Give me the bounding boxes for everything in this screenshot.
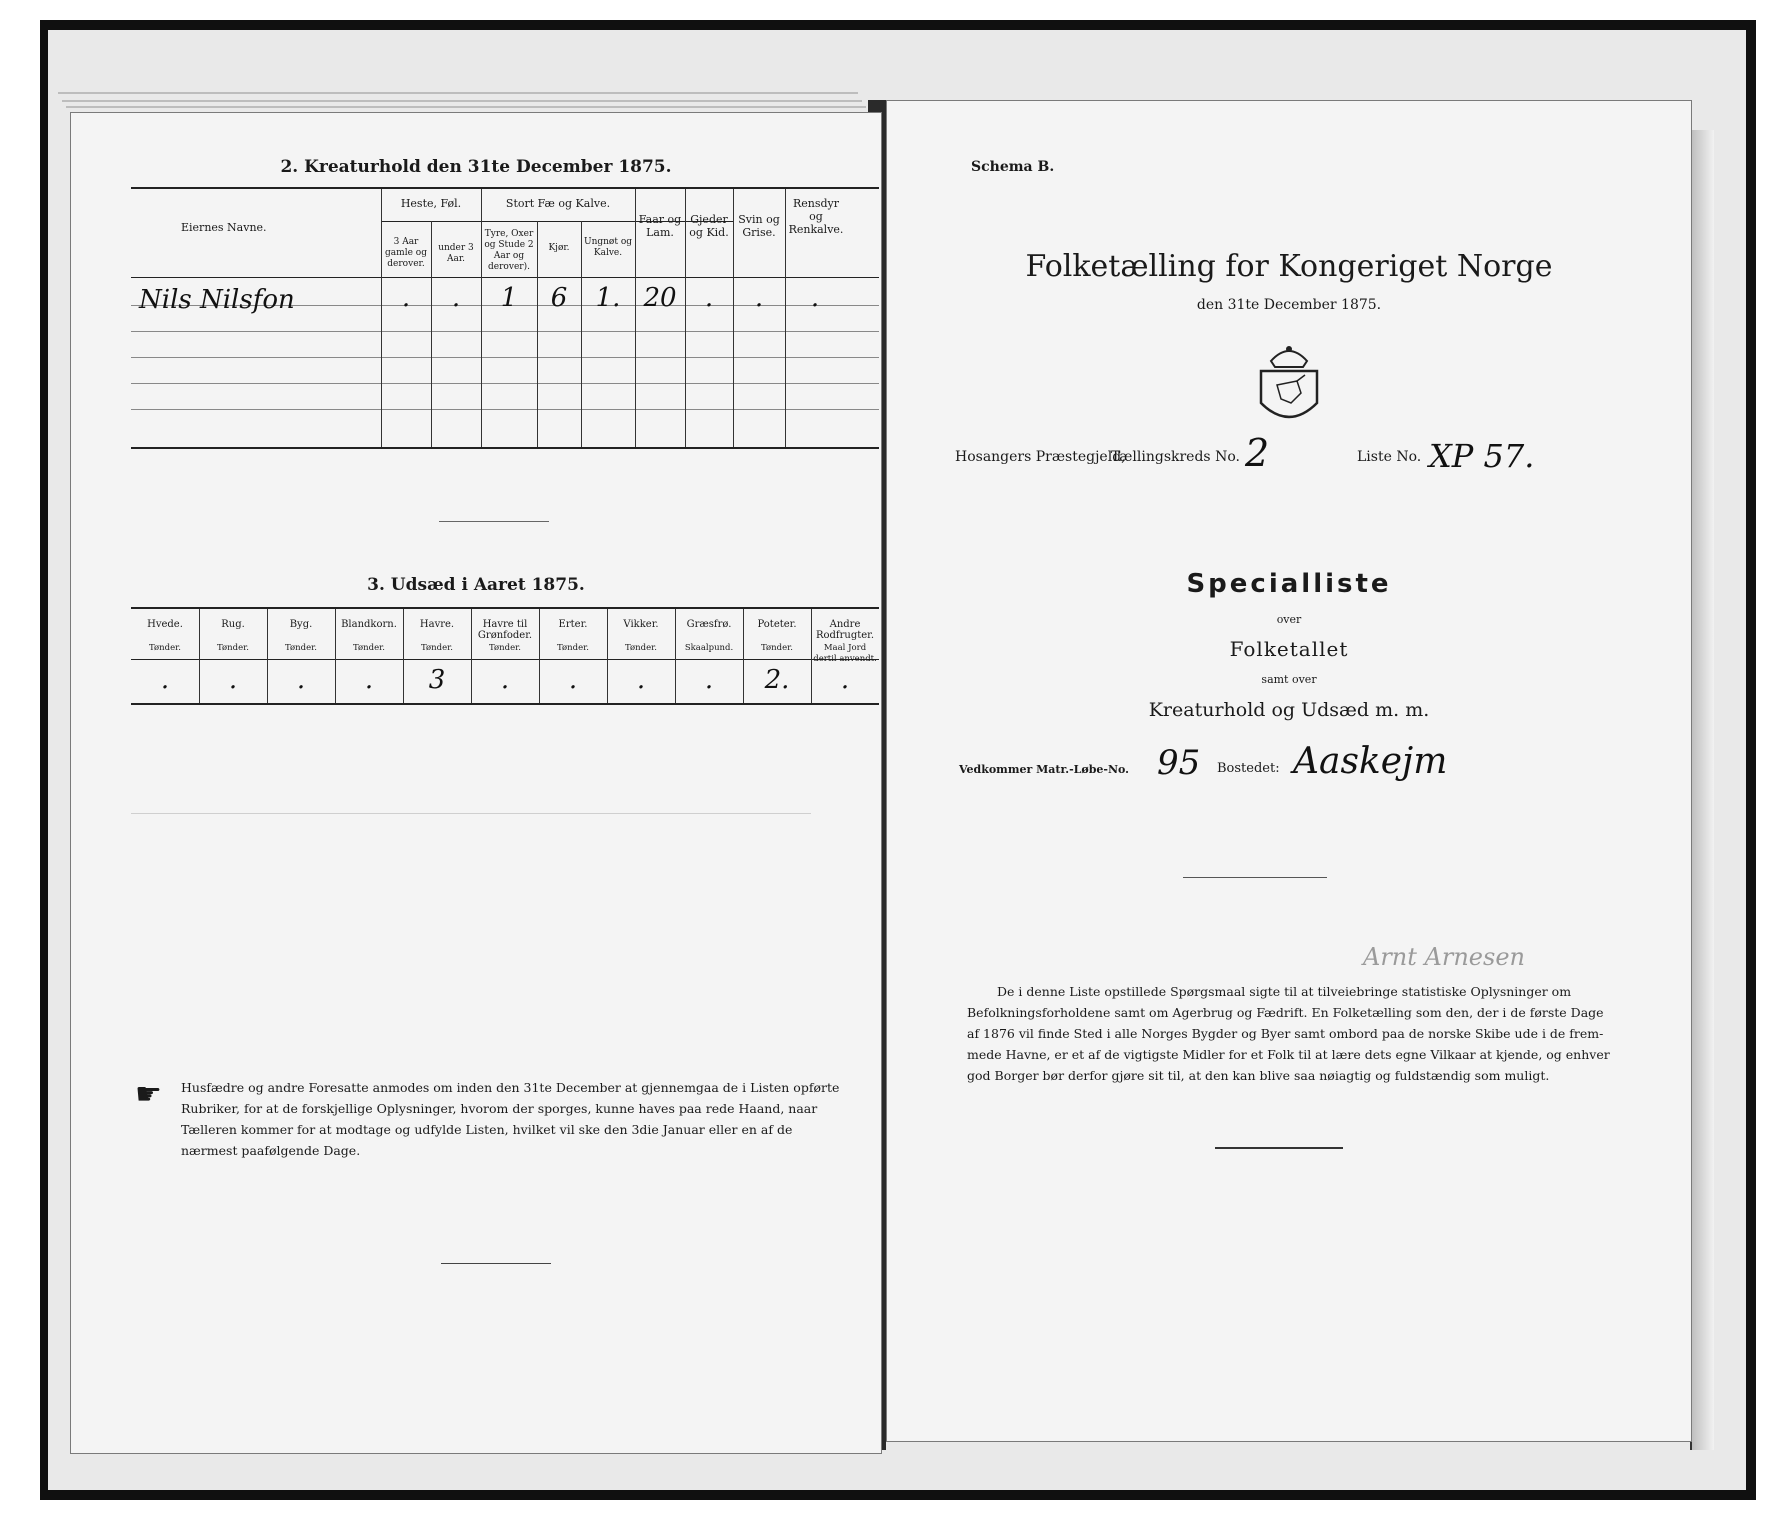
seed-header-unit: Maal Jord dertil anvendt. <box>813 643 877 664</box>
notice-line: Husfædre og andre Foresatte anmodes om inden den 31te December at gjennemgaa de i Listen opførte <box>181 1080 840 1095</box>
notice-line: Tælleren kommer for at modtage og udfylde Listen, hvilket vil ske den 3die Januar eller en af de <box>181 1122 793 1137</box>
col-divider <box>381 189 382 447</box>
table-rule <box>131 383 879 384</box>
seed-header-name: Havre til Grønfoder. <box>477 619 533 641</box>
page-edge <box>66 106 866 108</box>
seed-header-unit: Tønder. <box>149 643 181 653</box>
seed-header-name: Poteter. <box>757 619 797 630</box>
seed-header-name: Byg. <box>289 619 313 630</box>
district-value: 2 <box>1245 431 1270 475</box>
value-sheep: 20 <box>643 283 677 313</box>
page-edge <box>62 100 862 102</box>
col-divider <box>481 189 482 447</box>
list-value: XP 57. <box>1429 437 1535 475</box>
seed-header-unit: Tønder. <box>353 643 385 653</box>
header-bulls: Tyre, Oxer og Stude 2 Aar og derover). <box>484 229 534 272</box>
separator <box>439 521 549 522</box>
notice-text <box>181 1077 839 1161</box>
folketallet-heading: Folketallet <box>1229 637 1349 661</box>
bosted-value: Aaskejm <box>1293 741 1448 782</box>
seed-header-unit: Tønder. <box>557 643 589 653</box>
district-label: Tællingskreds No. <box>1111 449 1240 465</box>
seed-header-unit: Tønder. <box>761 643 793 653</box>
seed-header-unit: Tønder. <box>421 643 453 653</box>
header-pigs: Svin og Grise. <box>738 213 780 239</box>
pointing-hand-icon: ☛ <box>135 1077 162 1112</box>
date-line: den 31te December 1875. <box>1196 297 1382 313</box>
samt-over-label: samt over <box>1261 673 1317 686</box>
header-horses-old: 3 Aar gamle og derover. <box>385 237 427 269</box>
notice-line: nærmest paafølgende Dage. <box>181 1143 361 1158</box>
footer-line: mede Havne, er et af de vigtigste Midler for et Folk til at lære dets egne Vilkaar at kjende, og enhver <box>967 1047 1610 1062</box>
header-horses-young: under 3 Aar. <box>438 243 474 264</box>
header-young-cattle: Ungnøt og Kalve. <box>583 237 632 258</box>
specialliste-heading: Specialliste <box>1186 569 1392 599</box>
seed-header-unit: Tønder. <box>489 643 521 653</box>
seed-header-name: Erter. <box>558 619 588 630</box>
value-cows: 6 <box>550 283 568 313</box>
header-cattle: Stort Fæ og Kalve. <box>505 197 611 210</box>
table-rule <box>131 659 879 660</box>
seed-value: . <box>160 665 170 695</box>
table-rule <box>131 187 879 189</box>
faint-line <box>131 813 811 814</box>
seed-value: . <box>840 665 850 695</box>
seed-header-unit: Tønder. <box>285 643 317 653</box>
seed-value: 3 <box>428 665 446 695</box>
pencil-signature: Arnt Arnesen <box>1363 943 1525 971</box>
matr-value: 95 <box>1157 743 1201 783</box>
over-label: over <box>1276 613 1302 626</box>
seed-value: . <box>500 665 510 695</box>
section3-title: 3. Udsæd i Aaret 1875. <box>367 575 585 595</box>
table-rule <box>131 331 879 332</box>
table-rule <box>131 409 879 410</box>
seed-header-unit: Tønder. <box>217 643 249 653</box>
list-label: Liste No. <box>1357 449 1422 465</box>
seed-value: 2. <box>764 665 790 695</box>
seed-header-name: Vikker. <box>623 619 659 630</box>
kreaturhold-heading: Kreaturhold og Udsæd m. m. <box>1148 699 1430 721</box>
header-goats: Gjeder og Kid. <box>689 213 729 239</box>
notice-line: Rubriker, for at de forskjellige Oplysninger, hvorom der sporges, kunne haves paa rede Haand, naar <box>181 1101 818 1116</box>
parish-label: Hosangers Præstegjeld, <box>955 449 1126 465</box>
header-cows: Kjør. <box>548 243 570 253</box>
seed-header-name: Andre Rodfrugter. <box>815 619 875 641</box>
footer-line: god Borger bør derfor gjøre sit til, at den kan blive saa nøiagtig og fuldstændig som muligt. <box>967 1068 1550 1083</box>
footer-line: Befolkningsforholdene samt om Agerbrug og Fædrift. En Folketælling som den, der i de første Dage <box>967 1005 1604 1020</box>
separator <box>1215 1147 1343 1149</box>
value-horses-young: . <box>451 283 461 313</box>
footer-line: De i denne Liste opstillede Spørgsmaal sigte til at tilveiebringe statistiske Oplysninger om <box>997 984 1572 999</box>
seed-value: . <box>636 665 646 695</box>
value-horses-old: . <box>401 283 411 313</box>
separator <box>1183 877 1327 878</box>
page-edge <box>58 92 858 94</box>
right-page-edges <box>1690 130 1714 1450</box>
bosted-label: Bostedet: <box>1217 761 1280 776</box>
main-title: Folketælling for Kongeriget Norge <box>1025 249 1553 284</box>
seed-header-name: Hvede. <box>147 619 183 630</box>
seed-value: . <box>568 665 578 695</box>
seed-header-unit: Tønder. <box>625 643 657 653</box>
seed-value: . <box>704 665 714 695</box>
seed-value: . <box>296 665 306 695</box>
value-young-cattle: 1. <box>595 283 621 313</box>
col-divider <box>537 221 538 447</box>
value-pigs: . <box>754 283 764 313</box>
section2-title: 2. Kreaturhold den 31te December 1875. <box>280 157 672 177</box>
table-rule <box>131 703 879 705</box>
header-horses: Heste, Føl. <box>400 197 462 210</box>
table-rule <box>131 357 879 358</box>
footer-line: af 1876 vil finde Sted i alle Norges Bygder og Byer samt ombord paa de norske Skibe ude i de frem- <box>967 1026 1604 1041</box>
table-rule <box>131 447 879 449</box>
owner-name: Nils Nilsfon <box>139 285 295 315</box>
value-goats: . <box>704 283 714 313</box>
seed-header-name: Blandkorn. <box>341 619 397 630</box>
seed-value: . <box>228 665 238 695</box>
header-sheep: Faar og Lam. <box>638 213 682 239</box>
seed-header-name: Rug. <box>221 619 245 630</box>
value-bulls: 1 <box>500 283 518 313</box>
seed-header-unit: Skaalpund. <box>684 643 734 653</box>
table-rule <box>131 277 879 278</box>
seed-value: . <box>364 665 374 695</box>
seed-header-name: Græsfrø. <box>686 619 732 630</box>
matr-label: Vedkommer Matr.-Løbe-No. <box>959 763 1129 776</box>
coat-of-arms-icon <box>1251 341 1327 431</box>
header-reindeer: Rensdyr og Renkalve. <box>788 197 844 236</box>
seed-header-name: Havre. <box>419 619 455 630</box>
header-owner: Eiernes Navne. <box>181 221 267 234</box>
separator <box>441 1263 551 1264</box>
footer-text <box>967 981 1610 1086</box>
left-page <box>70 112 882 1454</box>
table-rule <box>131 607 879 609</box>
value-reindeer: . <box>810 283 820 313</box>
schema-label: Schema B. <box>971 159 1055 175</box>
right-page <box>886 100 1692 1442</box>
